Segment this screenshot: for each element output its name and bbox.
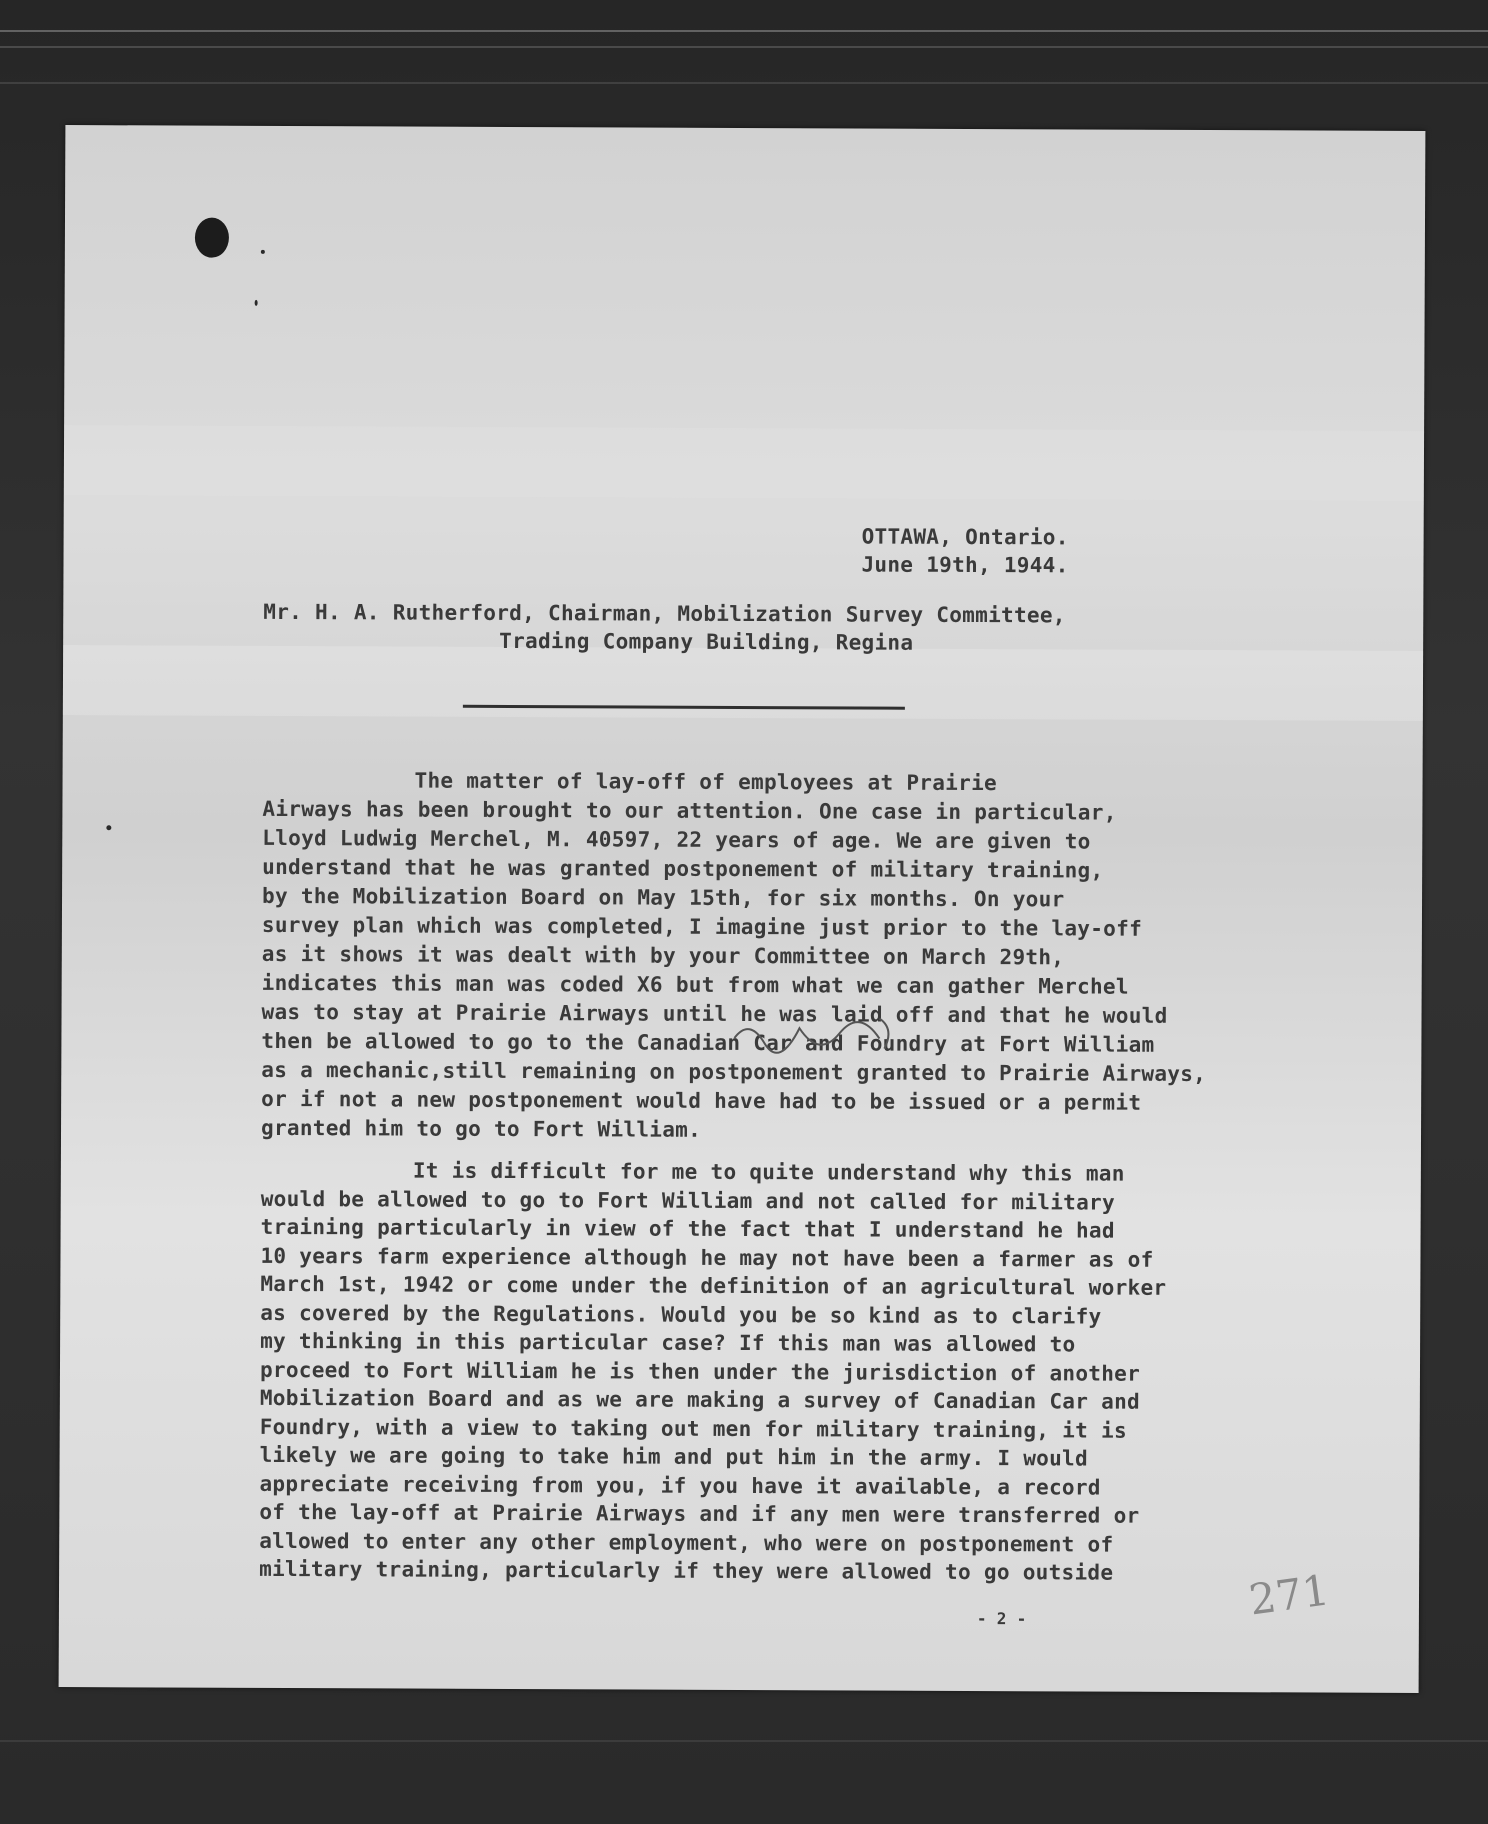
- paragraph-line: as covered by the Regulations. Would you be so kind as to clarify: [260, 1300, 1102, 1329]
- pen-mark: [729, 1008, 909, 1089]
- paragraph-line: by the Mobilization Board on May 15th, for six months. On your: [262, 883, 1065, 912]
- paragraph-line: It is difficult for me to quite understand why this man: [412, 1158, 1125, 1186]
- speck: [106, 825, 111, 830]
- continuation-mark: - 2 -: [976, 1609, 1027, 1629]
- paragraph-line: 10 years farm experience although he may not have been a farmer as of: [260, 1243, 1154, 1272]
- paragraph-line: would be allowed to go to Fort William and not called for military: [260, 1186, 1116, 1215]
- paragraph-line: as a mechanic,still remaining on postponement granted to Prairie Airways,: [261, 1057, 1207, 1087]
- paragraph-line: military training, particularly if they were allowed to go outside: [259, 1556, 1114, 1585]
- paragraph-line: my thinking in this particular case? If this man was allowed to: [260, 1328, 1076, 1357]
- paragraph-line: The matter of lay-off of employees at Prairie: [414, 768, 998, 796]
- punch-hole: [195, 218, 229, 258]
- paragraph-line: March 1st, 1942 or come under the definition of an agricultural worker: [260, 1271, 1167, 1300]
- paragraph-line: or if not a new postponement would have had to be issued or a permit: [261, 1086, 1142, 1115]
- letter-date: June 19th, 1944.: [861, 552, 1069, 578]
- paragraph-line: proceed to Fort William he is then under the jurisdiction of another: [259, 1357, 1141, 1386]
- paragraph-line: Airways has been brought to our attention. One case in particular,: [262, 796, 1117, 825]
- letter-page: [59, 125, 1426, 1693]
- speck: [261, 250, 265, 254]
- paragraph-line: granted him to go to Fort William.: [260, 1115, 702, 1142]
- film-scratch: [0, 46, 1488, 48]
- paragraph-line: indicates this man was coded X6 but from what we can gather Merchel: [261, 970, 1129, 999]
- addressee-line-2: Trading Company Building, Regina: [499, 628, 914, 655]
- film-scratch: [0, 1740, 1488, 1742]
- paragraph-line: was to stay at Prairie Airways until he was laid off and that he would: [261, 999, 1168, 1028]
- letter-place: OTTAWA, Ontario.: [861, 524, 1069, 550]
- paragraph-line: likely we are going to take him and put him in the army. I would: [259, 1442, 1089, 1471]
- film-scratch: [0, 82, 1488, 84]
- scan-band: [64, 425, 1424, 501]
- paragraph-line: survey plan which was completed, I imagine just prior to the lay-off: [261, 912, 1143, 941]
- addressee-line-1: Mr. H. A. Rutherford, Chairman, Mobilization Survey Committee,: [263, 599, 1066, 628]
- paragraph-line: Mobilization Board and as we are making a survey of Canadian Car and: [259, 1385, 1141, 1414]
- paragraph-line: allowed to enter any other employment, who were on postponement of: [259, 1528, 1114, 1557]
- paragraph-line: training particularly in view of the fact that I understand he had: [260, 1214, 1115, 1243]
- paragraph-line: of the lay-off at Prairie Airways and if any men were transferred or: [259, 1499, 1140, 1528]
- paragraph-line: Lloyd Ludwig Merchel, M. 40597, 22 years of age. We are given to: [262, 825, 1091, 854]
- film-scratch: [0, 30, 1488, 32]
- paragraph-line: understand that he was granted postponement of military training,: [262, 854, 1104, 883]
- scan-band: [63, 645, 1423, 721]
- archive-number: 271: [1246, 1565, 1333, 1625]
- paragraph-line: then be allowed to go to the Canadian Car and Foundry at Fort William: [261, 1028, 1155, 1057]
- paragraph-line: as it shows it was dealt with by your Committee on March 29th,: [261, 941, 1065, 970]
- paragraph-line: appreciate receiving from you, if you have it available, a record: [259, 1471, 1101, 1500]
- speck: [255, 300, 258, 306]
- paragraph-line: Foundry, with a view to taking out men for military training, it is: [259, 1414, 1127, 1443]
